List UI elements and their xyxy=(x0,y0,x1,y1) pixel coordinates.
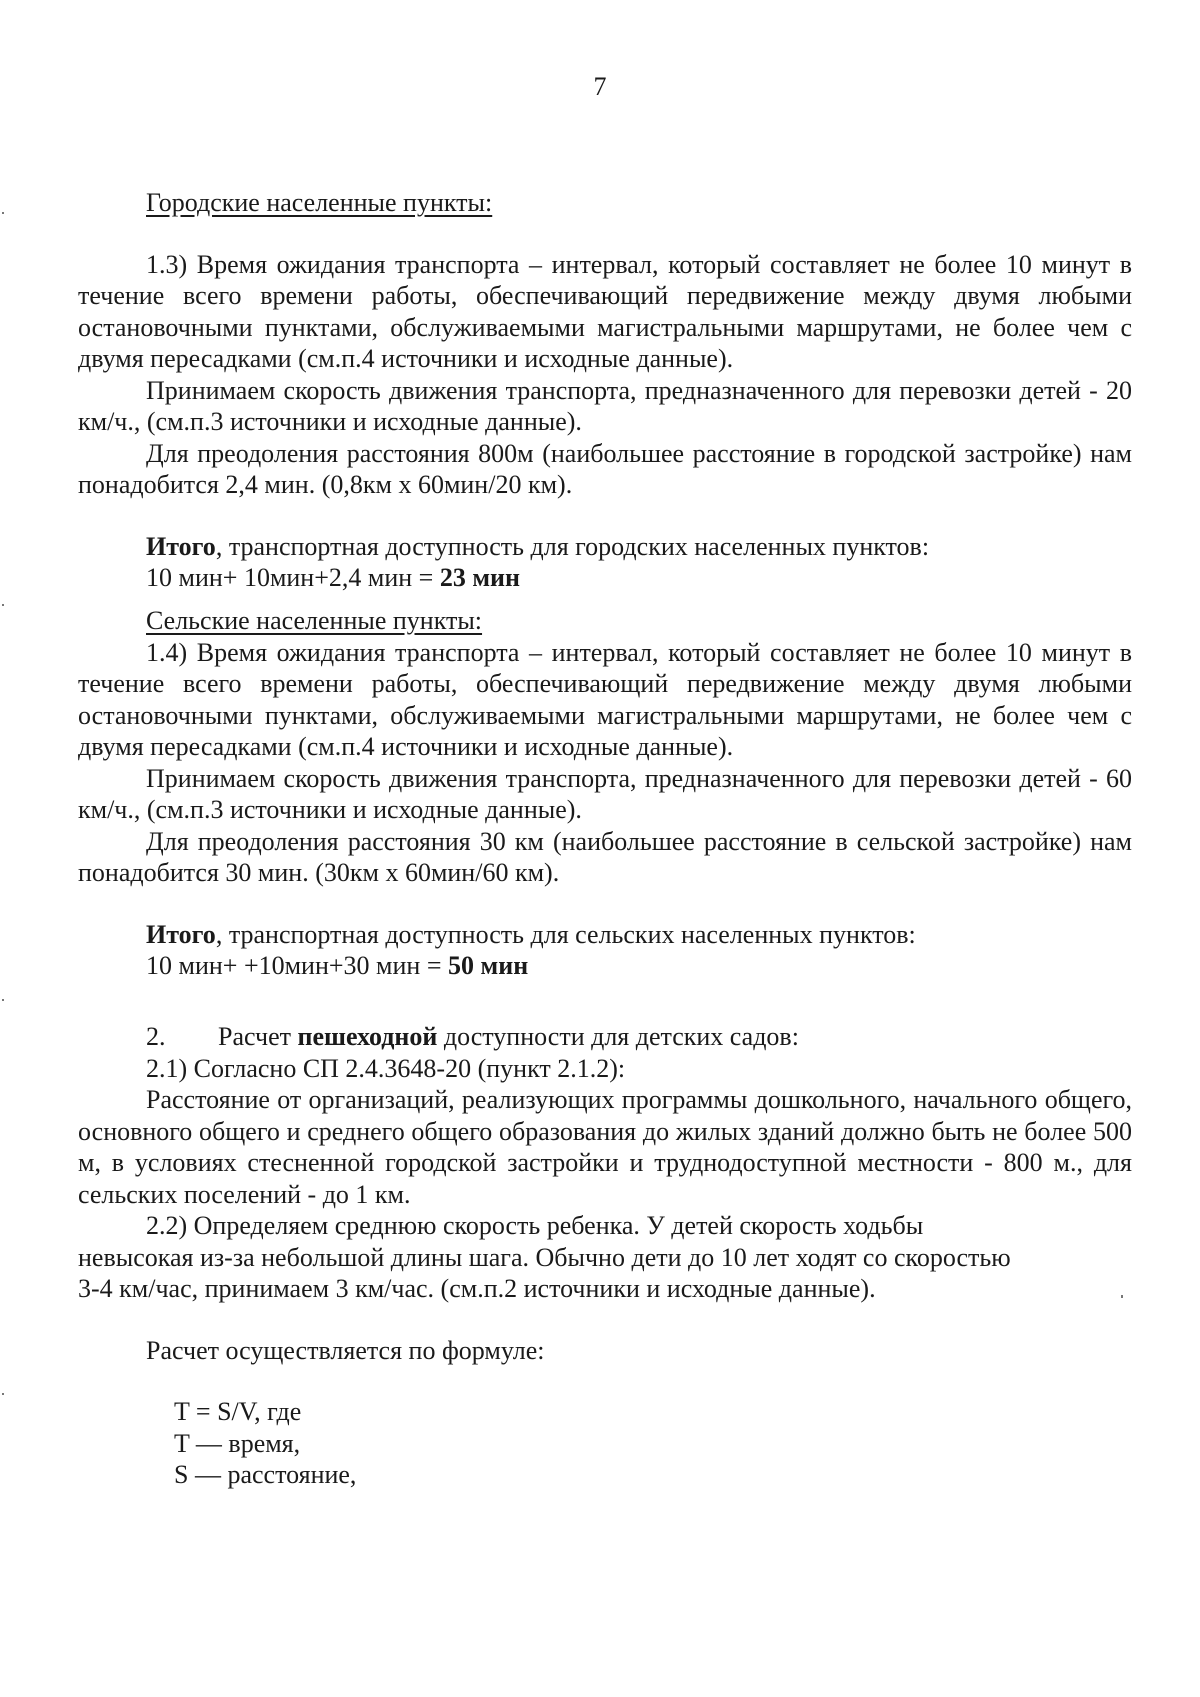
urban-speed-paragraph: Принимаем скорость движения транспорта, предназначенного для перевозки детей - 20 км/ч., (см.п.3 источники и исходные данные). xyxy=(78,375,1132,436)
definition-time: T — время, xyxy=(174,1428,301,1458)
pedestrian-section xyxy=(78,1021,1132,1491)
urban-section xyxy=(78,187,1132,594)
rural-total-formula: 10 мин+ +10мин+30 мин = xyxy=(146,951,448,980)
urban-total-label: Итого xyxy=(146,531,216,561)
rural-total-text: , транспортная доступность для сельских населенных пунктов: xyxy=(215,919,916,949)
formula-block xyxy=(78,1396,1132,1491)
scan-speck xyxy=(2,212,4,214)
rural-waiting-paragraph: 1.4) Время ожидания транспорта – интервал, который составляет не более 10 минут в течение всего времени работы, обеспечивающий передвижение между двумя любыми остановочными пунктами, обслуживаемыми магистральными маршрутами, не более чем с двумя пересадками (см.п.4 источники и исходные данные). xyxy=(78,637,1132,761)
urban-total-text: , транспортная доступность для городских населенных пунктов: xyxy=(215,531,930,561)
page-number: 7 xyxy=(593,72,607,101)
rural-speed-paragraph: Принимаем скорость движения транспорта, предназначенного для перевозки детей - 60 км/ч., (см.п.3 источники и исходные данные). xyxy=(78,763,1132,824)
scan-speck xyxy=(1121,1295,1123,1298)
pedestrian-heading: 2. Расчет пешеходной доступности для детских садов: xyxy=(146,1022,799,1051)
urban-total xyxy=(78,531,1132,594)
rural-heading: Сельские населенные пункты: xyxy=(146,606,483,635)
formula-intro: Расчет осуществляется по формуле: xyxy=(146,1335,545,1365)
urban-heading: Городские населенные пункты: xyxy=(146,188,493,217)
urban-waiting-paragraph: 1.3) Время ожидания транспорта – интервал, который составляет не более 10 минут в течение всего времени работы, обеспечивающий передвижение между двумя любыми остановочными пунктами, обслуживаемыми магистральными маршрутами, не более чем с двумя пересадками (см.п.4 источники и исходные данные). xyxy=(78,249,1132,373)
rural-total-result: 50 мин xyxy=(448,951,529,980)
rural-total xyxy=(78,919,1132,982)
rural-section xyxy=(78,605,1132,982)
definition-distance: S — расстояние, xyxy=(174,1460,357,1489)
pedestrian-speed-paragraph: 2.2) Определяем среднюю скорость ребенка. У детей скорость ходьбы невысокая из-за небольшой длины шага. Обычно дети до 10 лет ходят со скоростью 3-4 км/час, принимаем 3 км/час. (см.п.2 источники и исходные данные). xyxy=(78,1211,1011,1303)
urban-total-result: 23 мин xyxy=(439,563,521,592)
pedestrian-heading-number: 2. xyxy=(146,1022,166,1051)
urban-distance-paragraph: Для преодоления расстояния 800м (наибольшее расстояние в городской застройке) нам понадобится 2,4 мин. (0,8км х 60мин/20 км). xyxy=(78,438,1132,499)
scan-speck xyxy=(2,999,4,1001)
rural-total-label: Итого xyxy=(146,919,216,949)
pedestrian-heading-bold: пешеходной xyxy=(297,1022,438,1051)
scan-speck xyxy=(2,604,4,606)
scan-speck xyxy=(2,1393,4,1395)
rural-distance-paragraph: Для преодоления расстояния 30 км (наибольшее расстояние в сельской застройке) нам понадобится 30 мин. (30км х 60мин/60 км). xyxy=(78,826,1132,887)
formula: T = S/V, где xyxy=(174,1397,302,1426)
urban-total-formula: 10 мин+ 10мин+2,4 мин = xyxy=(146,563,440,592)
pedestrian-distance-paragraph: Расстояние от организаций, реализующих программы дошкольного, начального общего, основного общего и среднего общего образования до жилых зданий должно быть не более 500 м, в условиях стесненной городской застройки и труднодоступной местности - 800 м., для сельских поселений - до 1 км. xyxy=(78,1085,1132,1209)
pedestrian-norm-reference: 2.1) Согласно СП 2.4.3648-20 (пункт 2.1.2): xyxy=(146,1053,626,1083)
